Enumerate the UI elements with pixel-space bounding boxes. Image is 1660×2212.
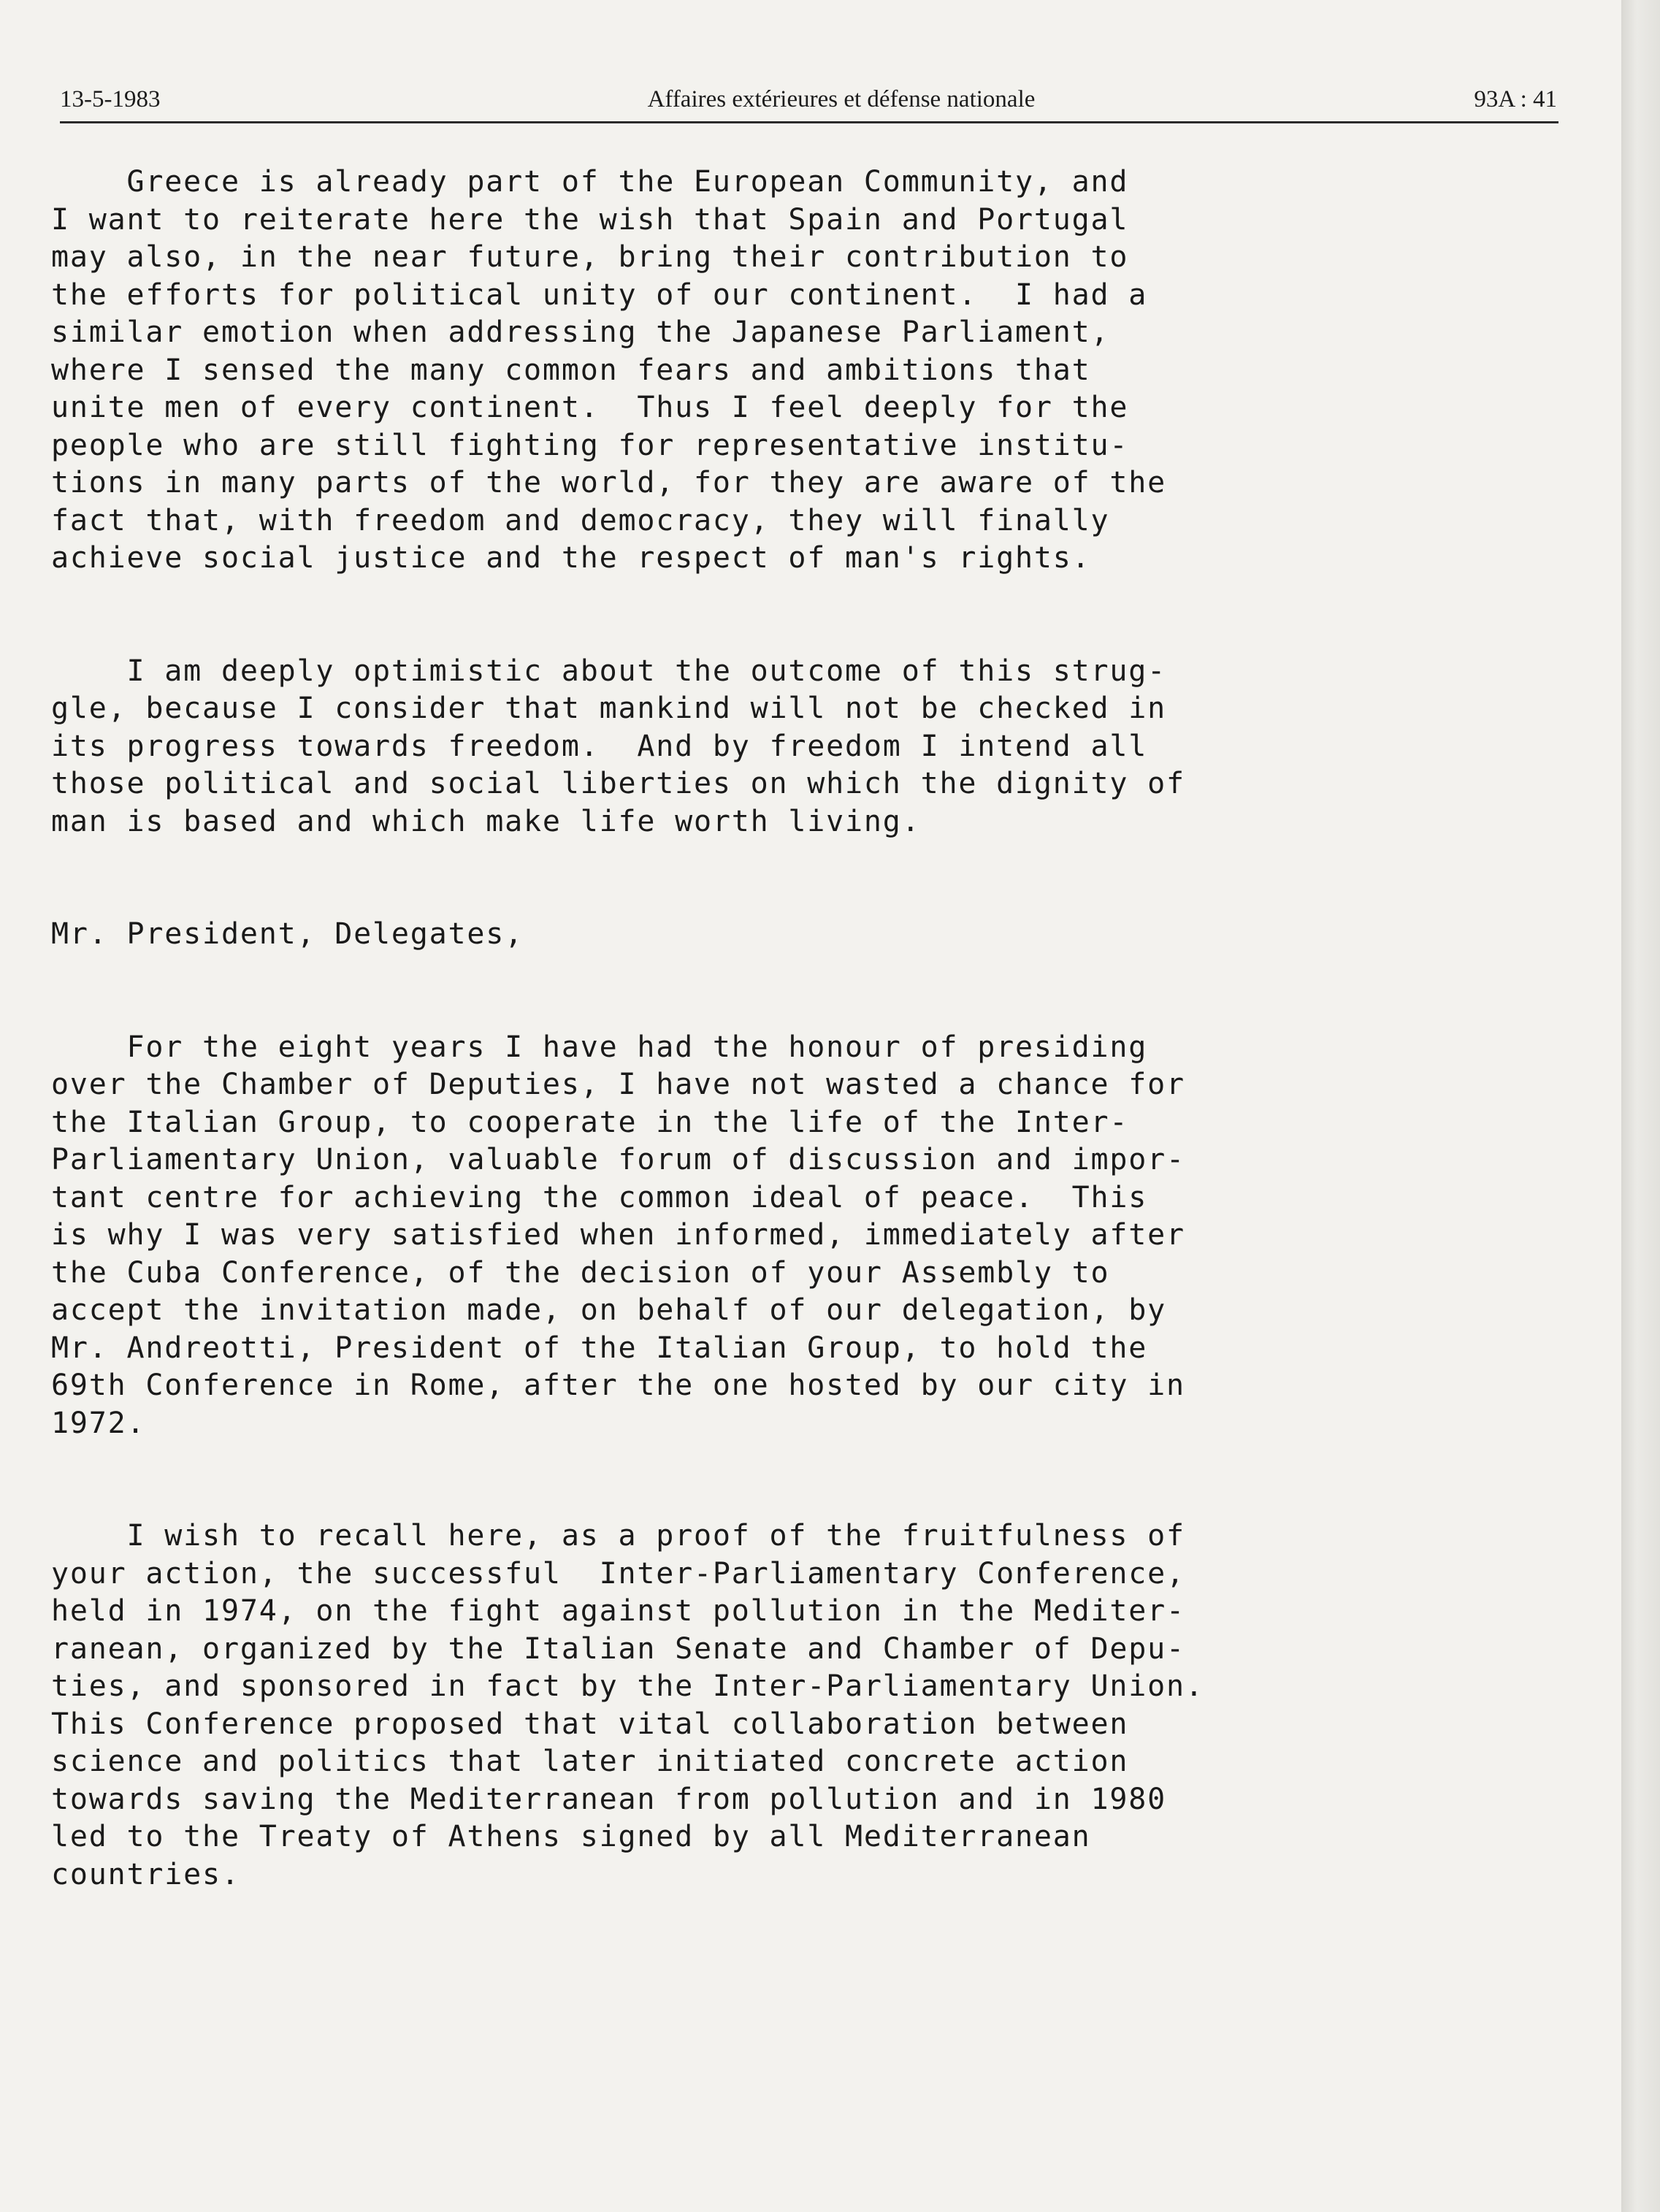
text-line: Parliamentary Union, valuable forum of discussion and impor- [51,1143,1185,1176]
paragraph-optimism [51,653,1512,841]
paragraph-spacer [51,578,1512,653]
text-line: tions in many parts of the world, for they are aware of the [51,466,1167,500]
text-line: fact that, with freedom and democracy, they will finally [51,503,1110,537]
text-line: man is based and which make life worth living. [51,804,921,838]
text-line: I want to reiterate here the wish that Spain and Portugal [51,202,1129,237]
paragraph-salutation [51,916,1512,954]
text-line: achieve social justice and the respect of man's rights. [51,541,1091,575]
text-line: Mr. President, Delegates, [51,917,524,951]
text-line: its progress towards freedom. And by freedom I intend all [51,729,1148,763]
text-line: I wish to recall here, as a proof of the fruitfulness of [51,1519,1185,1553]
text-line: your action, the successful Inter-Parliamentary Conference, [51,1556,1185,1591]
header-date: 13-5-1983 [60,86,161,112]
paragraph-conference [51,1518,1512,1894]
text-line: accept the invitation made, on behalf of our delegation, by [51,1293,1167,1327]
text-line: 1972. [51,1406,146,1440]
text-line: led to the Treaty of Athens signed by all Mediterranean [51,1820,1091,1853]
text-line: people who are still fighting for representative institu- [51,428,1129,462]
text-line: ranean, organized by the Italian Senate and Chamber of Depu- [51,1631,1185,1666]
text-line: ties, and sponsored in fact by the Inter-Parliamentary Union. [51,1669,1204,1703]
paragraph-spacer [51,841,1512,916]
paragraph-europe [51,164,1512,578]
text-line: where I sensed the many common fears and ambitions that [51,353,1091,387]
text-line: This Conference proposed that vital collaboration between [51,1707,1129,1741]
text-line: science and politics that later initiated concrete action [51,1745,1129,1778]
text-line: towards saving the Mediterranean from pollution and in 1980 [51,1782,1167,1816]
text-line: gle, because I consider that mankind will not be checked in [51,692,1167,725]
text-line: over the Chamber of Deputies, I have not wasted a chance for [51,1068,1185,1101]
text-line: For the eight years I have had the honour of presiding [51,1030,1148,1064]
text-line: countries. [51,1857,240,1891]
text-line: those political and social liberties on which the dignity of [51,767,1185,800]
text-line: the Cuba Conference, of the decision of your Assembly to [51,1255,1110,1290]
header-title: Affaires extérieures et défense nationale [647,86,1036,112]
paragraph-chamber [51,1029,1512,1443]
text-line: may also, in the near future, bring their contribution to [51,240,1129,274]
text-line: held in 1974, on the fight against pollution in the Mediter- [51,1594,1185,1628]
document-body [51,164,1512,1894]
text-line: tant centre for achieving the common ideal of peace. This [51,1180,1148,1214]
text-line: I am deeply optimistic about the outcome of this strug- [51,654,1167,688]
text-line: similar emotion when addressing the Japanese Parliament, [51,315,1110,349]
text-line: Greece is already part of the European Community, and [51,165,1129,199]
header-page-number: 93A : 41 [1474,86,1557,112]
text-line: the Italian Group, to cooperate in the life of the Inter- [51,1105,1129,1139]
page-header [60,86,1557,120]
text-line: Mr. Andreotti, President of the Italian Group, to hold the [51,1331,1148,1365]
text-line: the efforts for political unity of our continent. I had a [51,278,1148,312]
text-line: is why I was very satisfied when informed, immediately after [51,1218,1185,1252]
text-line: unite men of every continent. Thus I feel deeply for the [51,391,1129,424]
header-rule [60,121,1558,123]
paragraph-spacer [51,954,1512,1029]
page-edge [1621,0,1660,2212]
text-line: 69th Conference in Rome, after the one hosted by our city in [51,1369,1185,1402]
paragraph-spacer [51,1442,1512,1518]
